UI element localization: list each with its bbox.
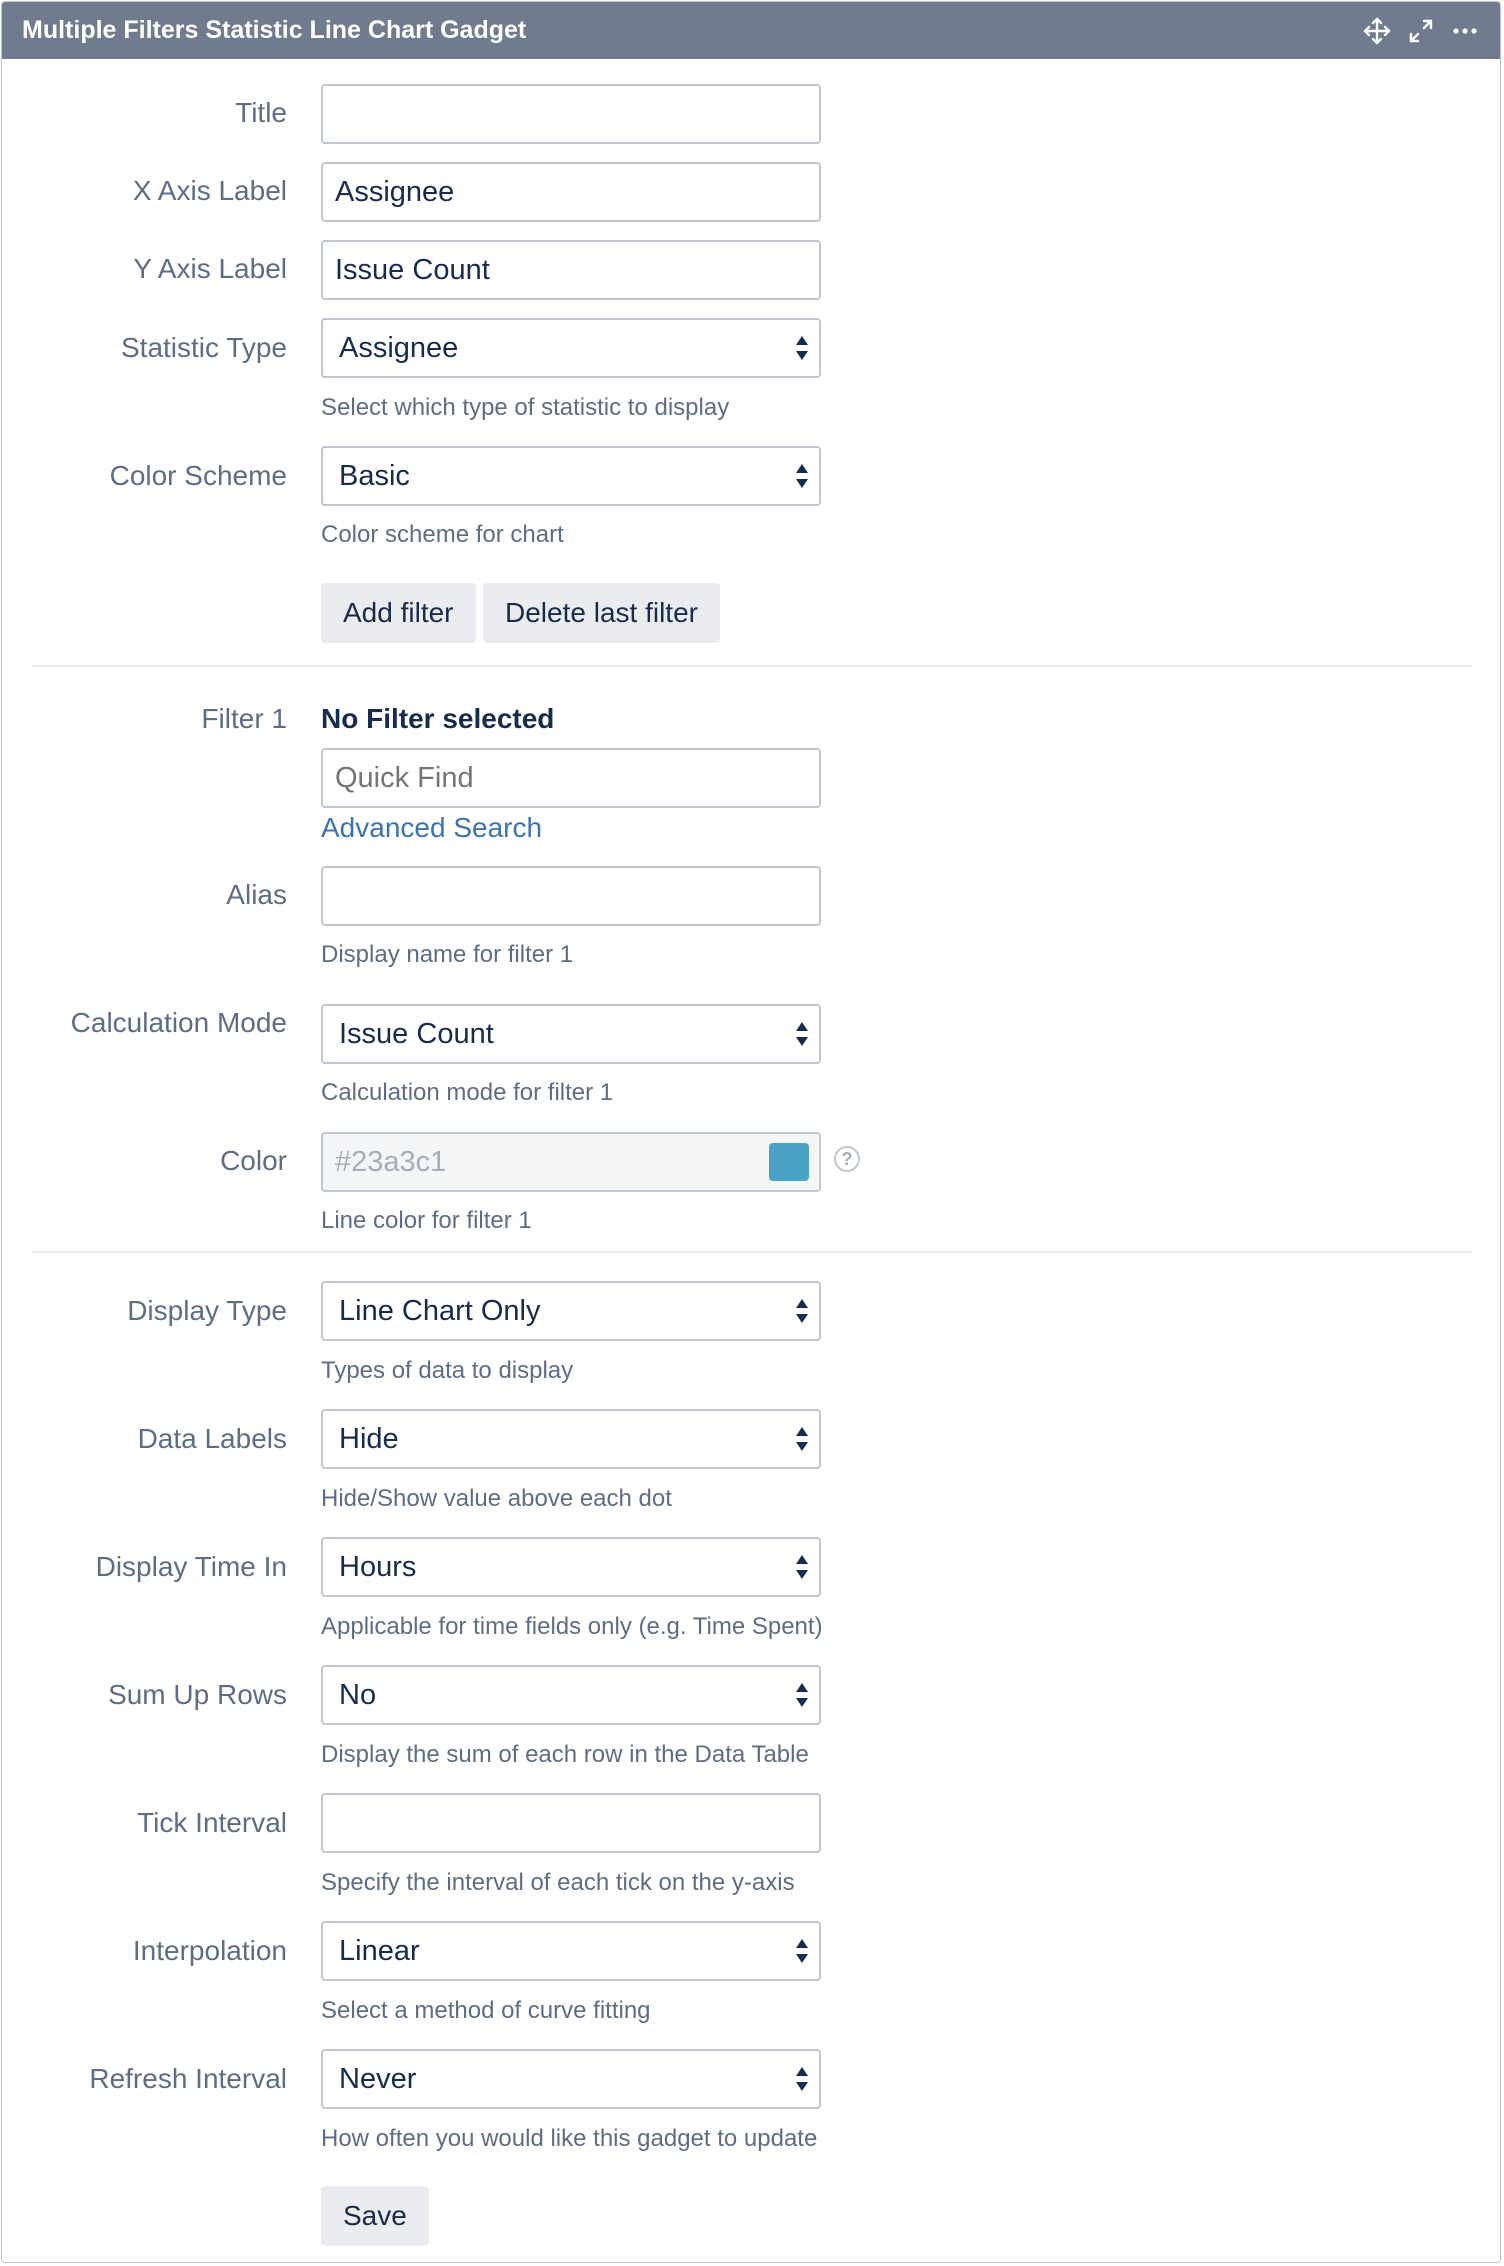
display-type-label: Display Type [127,1295,287,1326]
sum-up-rows-select[interactable] [321,1665,821,1725]
gadget-header [2,2,1500,59]
tick-interval-input[interactable] [321,1793,821,1853]
tick-interval-label: Tick Interval [137,1807,287,1838]
select-arrows-icon [795,463,809,489]
color-scheme-select[interactable] [321,446,821,506]
display-time-in-value: Hours [339,1550,417,1583]
statistic-type-select[interactable] [321,318,821,378]
delete-last-filter-button[interactable]: Delete last filter [483,583,720,643]
section-divider [32,665,1472,667]
select-arrows-icon [795,1298,809,1324]
color-scheme-value: Basic [339,459,410,492]
color-label: Color [220,1145,287,1176]
sum-up-rows-label: Sum Up Rows [108,1679,287,1710]
section-divider [32,1251,1472,1253]
refresh-interval-value: Never [339,2062,417,2095]
quick-find-input[interactable] [321,748,821,808]
tick-interval-help: Specify the interval of each tick on the y-axis [321,1869,795,1896]
title-input[interactable] [321,84,821,144]
color-help: Line color for filter 1 [321,1207,532,1234]
statistic-type-help: Select which type of statistic to display [321,394,730,421]
color-scheme-label: Color Scheme [109,460,287,491]
move-icon[interactable] [1362,16,1392,46]
interpolation-help: Select a method of curve fitting [321,1997,651,2024]
sum-up-rows-help: Display the sum of each row in the Data Table [321,1741,809,1768]
refresh-interval-help: How often you would like this gadget to update [321,2125,818,2152]
select-arrows-icon [795,1682,809,1708]
color-input[interactable] [321,1132,821,1192]
display-type-help: Types of data to display [321,1357,574,1384]
expand-icon[interactable] [1406,16,1436,46]
gadget-panel [1,1,1501,2263]
display-type-value: Line Chart Only [339,1294,541,1327]
title-label: Title [235,97,287,128]
calculation-mode-value: Issue Count [339,1017,494,1050]
refresh-interval-label: Refresh Interval [89,2063,287,2094]
advanced-search-link[interactable]: Advanced Search [321,812,543,843]
add-filter-button[interactable]: Add filter [321,583,476,643]
alias-label: Alias [226,879,287,910]
statistic-type-label: Statistic Type [120,332,287,363]
color-swatch[interactable] [769,1143,809,1181]
display-time-in-help: Applicable for time fields only (e.g. Time Spent) [321,1613,823,1640]
more-icon[interactable] [1450,16,1480,46]
help-icon[interactable]: ? [834,1146,860,1172]
alias-input[interactable] [321,866,821,926]
data-labels-select[interactable] [321,1409,821,1469]
select-arrows-icon [795,1554,809,1580]
y-axis-label-input[interactable] [321,240,821,300]
save-button[interactable]: Save [321,2186,429,2246]
data-labels-help: Hide/Show value above each dot [321,1485,672,1512]
calculation-mode-label: Calculation Mode [70,1007,287,1038]
x-axis-label-input[interactable] [321,162,821,222]
filter-1-label: Filter 1 [201,703,287,734]
sum-up-rows-value: No [339,1678,377,1711]
gadget-title: Multiple Filters Statistic Line Chart Gadget [22,16,527,44]
data-labels-label: Data Labels [137,1423,287,1454]
select-arrows-icon [795,1021,809,1047]
statistic-type-value: Assignee [339,331,459,364]
select-arrows-icon [795,335,809,361]
calculation-mode-select[interactable] [321,1004,821,1064]
color-value: #23a3c1 [335,1145,447,1178]
display-time-in-select[interactable] [321,1537,821,1597]
filter-1-selected: No Filter selected [321,703,555,734]
interpolation-value: Linear [339,1934,420,1967]
alias-help: Display name for filter 1 [321,941,574,968]
x-axis-label-label: X Axis Label [132,175,287,206]
y-axis-label-label: Y Axis Label [133,253,287,284]
display-time-in-label: Display Time In [95,1551,287,1582]
select-arrows-icon [795,1938,809,1964]
display-type-select[interactable] [321,1281,821,1341]
calculation-mode-help: Calculation mode for filter 1 [321,1079,614,1106]
interpolation-select[interactable] [321,1921,821,1981]
select-arrows-icon [795,1426,809,1452]
select-arrows-icon [795,2066,809,2092]
interpolation-label: Interpolation [132,1935,287,1966]
refresh-interval-select[interactable] [321,2049,821,2109]
color-scheme-help: Color scheme for chart [321,521,564,548]
data-labels-value: Hide [339,1422,399,1455]
header-actions [1362,2,1480,59]
